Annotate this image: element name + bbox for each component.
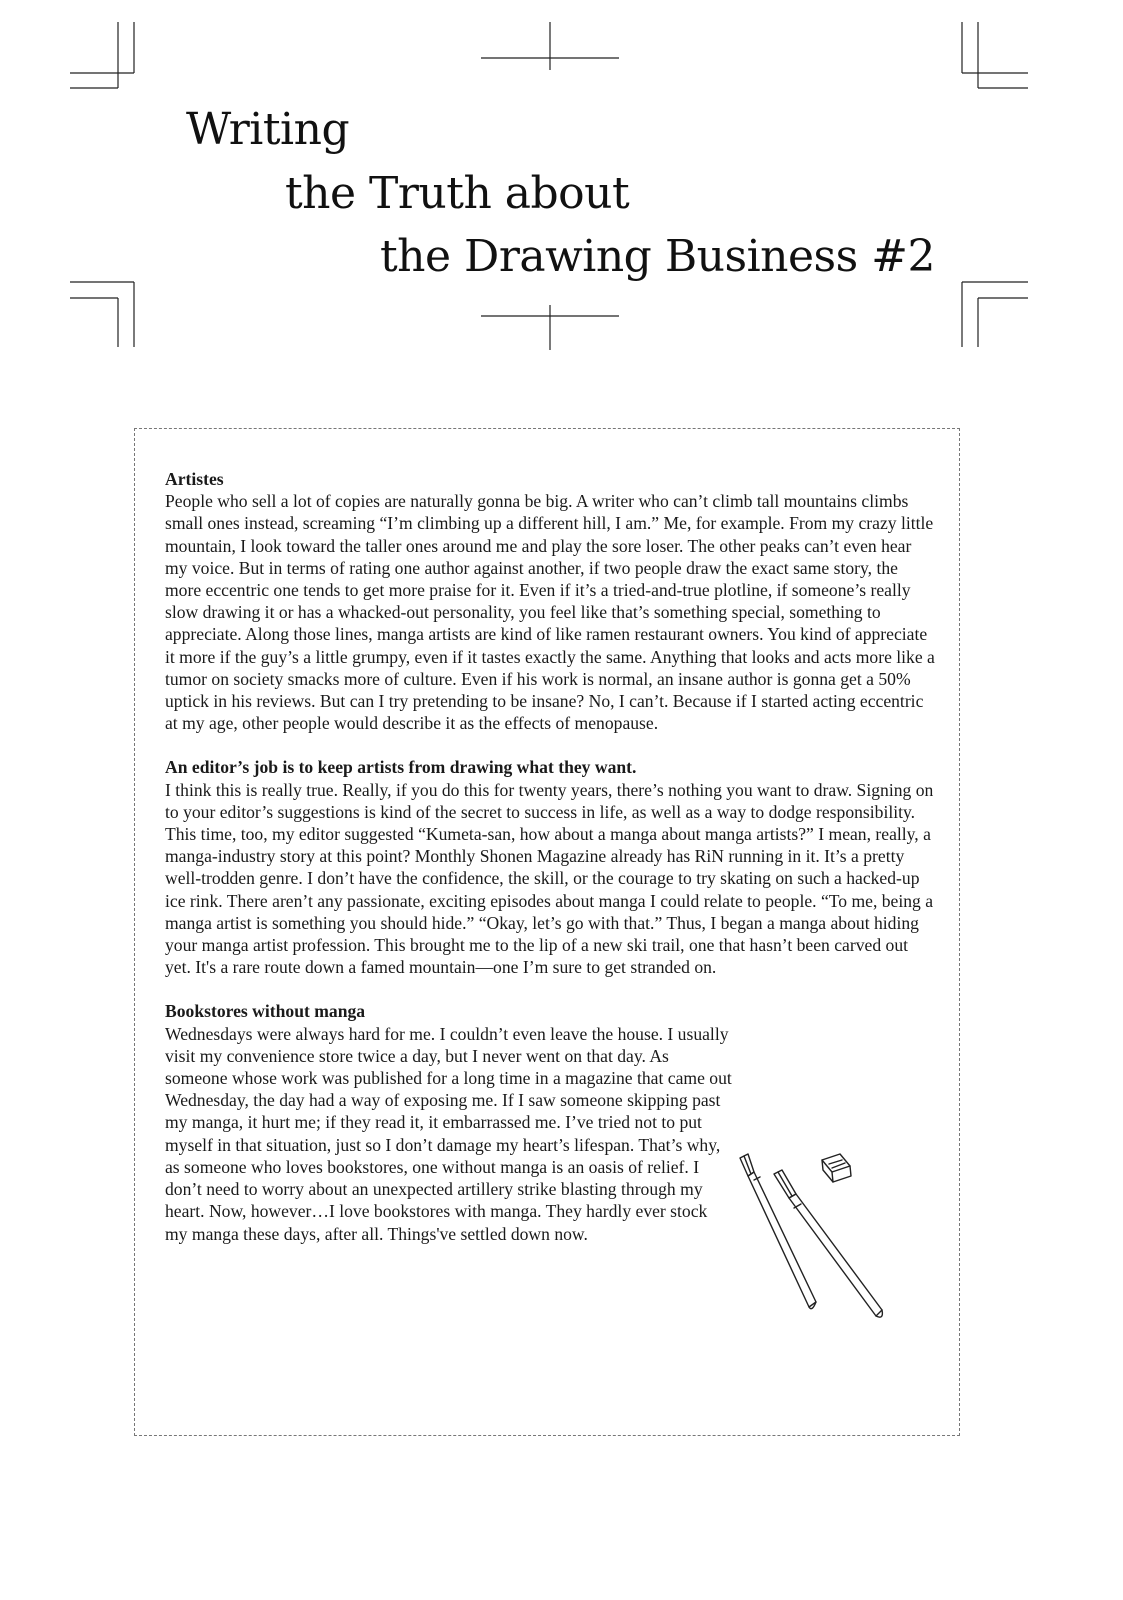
section-artistes: [165, 468, 935, 734]
section-heading: Artistes: [165, 469, 224, 489]
section-body: I think this is really true. Really, if you do this for twenty years, there’s nothing you want to draw. Signing on to your editor’s suggestions is kind of the secret to success in life, as well as a way to dodge responsibility. This time, too, my editor suggested “Kumeta-san, how about a manga about manga artists?” I mean, really, a manga-industry story at this point? Monthly Shonen Magazine already has RiN running in it. It’s a pretty well-trodden genre. I don’t have the confidence, the skill, or the courage to try skating on such a hacked-up ice rink. There aren’t any passionate, exciting episodes about manga I could relate to people. “To me, being a manga artist is something you should hide.” “Okay, let’s go with that.” Thus, I began a manga about hiding your manga artist profession. This brought me to the lip of a new ski trail, one that hasn’t been carved out yet. It's a rare route down a famed mountain—one I’m sure to get stranded on.: [165, 779, 934, 978]
pen-nibs-and-eraser-icon: [734, 1150, 924, 1325]
section-heading: An editor’s job is to keep artists from drawing what they want.: [165, 757, 637, 778]
title-line-3: the Drawing Business #2: [380, 231, 936, 282]
section-body: People who sell a lot of copies are naturally gonna be big. A writer who can’t climb tall mountains climbs small ones instead, screaming “I’m climbing up a different hill, I am.” Me, for example. From my crazy little mountain, I look toward the taller ones around me and play the sore loser. The other peaks can’t even hear my voice. But in terms of rating one author against another, if two people draw the exact same story, the more eccentric one tends to get more praise for it. Even if it’s a tried-and-true plotline, if someone’s really slow drawing it or has a whacked-out personality, you feel like that’s something special, something to appreciate. Along those lines, manga artists are kind of like ramen restaurant owners. You kind of appreciate it more if the guy’s a little grumpy, even if it tastes exactly the same. Anything that looks and acts more like a tumor on society smacks more of culture. Even if his work is normal, an insane author is gonna get a 50% uptick in his reviews. But can I try pretending to be insane? No, I can’t. Because if I started acting eccentric at my age, other people would describe it as the effects of menopause.: [165, 491, 935, 734]
title-line-2: the Truth about: [285, 168, 630, 219]
section-editors-job: [165, 756, 935, 978]
essay-content: [165, 468, 935, 1267]
section-heading: Bookstores without manga: [165, 1001, 366, 1022]
section-body: Wednesdays were always hard for me. I couldn’t even leave the house. I usually visit my convenience store twice a day, but I never went on that day. As someone whose work was published for a long time in a magazine that came out Wednesday, the day had a way of exposing me. If I saw someone skipping past my manga, it hurt me; if they read it, it embarrassed me. I’ve tried not to put myself in that situation, just so I don’t damage my heart’s lifespan. That’s why, as someone who loves bookstores, one without manga is an oasis of relief. I don’t need to worry about an unexpected artillery strike blasting through my heart. Now, however…I love bookstores with manga. They hardly ever stock my manga these days, after all. Things've settled down now.: [165, 1023, 732, 1244]
title-line-1: Writing: [186, 104, 350, 155]
